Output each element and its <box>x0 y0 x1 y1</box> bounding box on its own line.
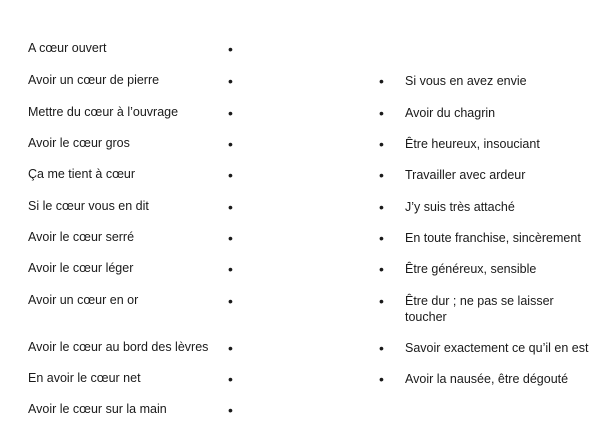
expression-item: A cœur ouvert <box>28 41 107 55</box>
left-bullet[interactable]: • <box>228 293 233 309</box>
expression-item: Avoir le cœur léger <box>28 261 134 275</box>
definition-item: Travailler avec ardeur <box>405 168 526 182</box>
definition-item: Avoir la nausée, être dégouté <box>405 372 569 386</box>
left-bullet[interactable]: • <box>228 230 233 246</box>
expression-item: Si le cœur vous en dit <box>28 199 149 213</box>
expression-item: Avoir le cœur au bord des lèvres <box>28 340 209 354</box>
expression-item: Avoir un cœur en or <box>28 293 139 307</box>
definition-item: Être heureux, insouciant <box>405 137 540 151</box>
left-bullet[interactable]: • <box>228 136 233 152</box>
definition-item: Savoir exactement ce qu’il en est <box>405 341 589 355</box>
right-bullet[interactable]: • <box>379 230 384 246</box>
definition-item: Être dur ; ne pas se laisser toucher <box>405 294 554 324</box>
left-bullet[interactable]: • <box>228 261 233 277</box>
left-bullet[interactable]: • <box>228 402 233 418</box>
right-bullet[interactable]: • <box>379 261 384 277</box>
left-bullet[interactable]: • <box>228 41 233 57</box>
definition-item: Être généreux, sensible <box>405 262 537 276</box>
right-bullet[interactable]: • <box>379 105 384 121</box>
left-bullet[interactable]: • <box>228 371 233 387</box>
expression-item: Avoir le cœur serré <box>28 230 135 244</box>
expression-item: Mettre du cœur à l’ouvrage <box>28 105 179 119</box>
right-bullet[interactable]: • <box>379 167 384 183</box>
expression-item: En avoir le cœur net <box>28 371 141 385</box>
right-bullet[interactable]: • <box>379 340 384 356</box>
expression-item: Ça me tient à cœur <box>28 167 135 181</box>
expression-item: Avoir le cœur gros <box>28 136 130 150</box>
right-bullet[interactable]: • <box>379 371 384 387</box>
right-bullet[interactable]: • <box>379 73 384 89</box>
definition-item: Si vous en avez envie <box>405 74 527 88</box>
expression-item: Avoir le cœur sur la main <box>28 402 167 416</box>
left-bullet[interactable]: • <box>228 167 233 183</box>
right-bullet[interactable]: • <box>379 136 384 152</box>
definition-item: J’y suis très attaché <box>405 200 515 214</box>
left-bullet[interactable]: • <box>228 105 233 121</box>
right-bullet[interactable]: • <box>379 199 384 215</box>
expression-item: Avoir un cœur de pierre <box>28 73 160 87</box>
left-bullet[interactable]: • <box>228 340 233 356</box>
definition-item: En toute franchise, sincèrement <box>405 231 581 245</box>
definition-item: Avoir du chagrin <box>405 106 496 120</box>
left-bullet[interactable]: • <box>228 73 233 89</box>
left-bullet[interactable]: • <box>228 199 233 215</box>
right-bullet[interactable]: • <box>379 293 384 309</box>
